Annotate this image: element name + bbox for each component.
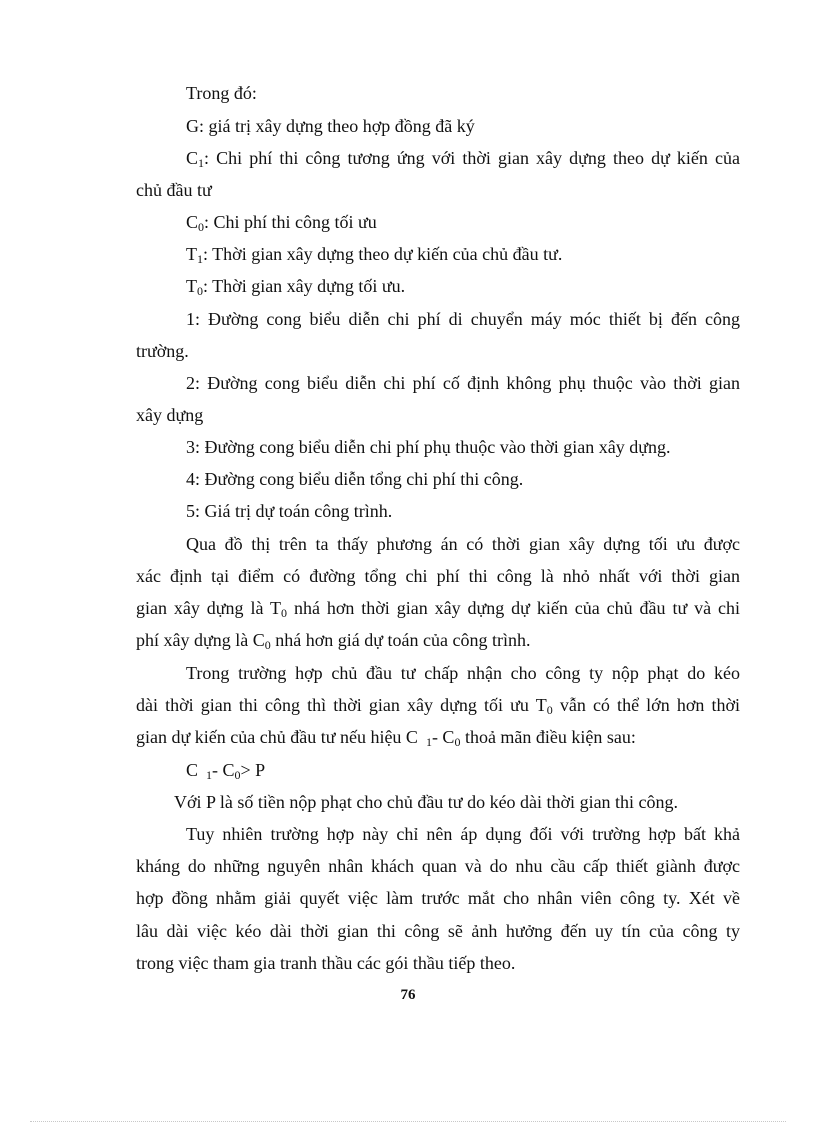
paragraph-3-line-5: trong việc tham gia tranh thầu các gói thầu tiếp theo. <box>136 953 516 973</box>
paragraph-2-line-3: gian dự kiến của chủ đầu tư nếu hiệu C $_1$- $C_0$ thoả mãn điều kiện sau: <box>136 727 636 749</box>
paragraph-1-line-4: phí xây dựng là $C_0$ nhá hơn giá dự toán của công trình. <box>136 630 531 652</box>
curve-1-label-cont: trường. <box>136 341 189 361</box>
definition-c1-cont: chủ đầu tư <box>136 180 212 200</box>
definition-t1: $T_1$: Thời gian xây dựng theo dự kiến của chủ đầu tư. <box>186 244 563 266</box>
paragraph-3-line-1: Tuy nhiên trường hợp này chỉ nên áp dụng đối với trường hợp bất khả <box>186 824 740 844</box>
paragraph-1-line-3: gian xây dựng là $T_0$ nhá hơn thời gian xây dựng dự kiến của chủ đầu tư và chi <box>136 598 740 620</box>
paragraph-1-line-1: Qua đồ thị trên ta thấy phương án có thời gian xây dựng tối ưu được <box>186 534 740 554</box>
page-bottom-divider <box>30 1121 786 1122</box>
definition-g: G: giá trị xây dựng theo hợp đồng đã ký <box>186 116 475 136</box>
paragraph-2-line-2: dài thời gian thi công thì thời gian xây dựng tối ưu $T_0$ vẫn có thể lớn hơn thời <box>136 695 740 717</box>
definition-t0: $T_0$: Thời gian xây dựng tối ưu. <box>186 276 406 298</box>
paragraph-3-line-4: lâu dài việc kéo dài thời gian thi công sẽ ảnh hưởng đến uy tín của công ty <box>136 921 740 941</box>
curve-1-label: 1: Đường cong biểu diễn chi phí di chuyển máy móc thiết bị đến công <box>186 309 740 329</box>
definition-c1: $C_1$: Chi phí thi công tương ứng với thời gian xây dựng theo dự kiến của <box>186 148 740 170</box>
definition-c0: $C_0$: Chi phí thi công tối ưu <box>186 212 377 234</box>
curve-5-label: 5: Giá trị dự toán công trình. <box>186 501 393 521</box>
condition-formula: C $_1$- $C_0> P$ <box>186 760 266 782</box>
paragraph-2-line-1: Trong trường hợp chủ đầu tư chấp nhận cho công ty nộp phạt do kéo <box>186 663 740 683</box>
curve-4-label: 4: Đường cong biểu diễn tổng chi phí thi công. <box>186 469 524 489</box>
curve-3-label: 3: Đường cong biểu diễn chi phí phụ thuộc vào thời gian xây dựng. <box>186 437 671 457</box>
paragraph-3-line-2: kháng do những nguyên nhân khách quan và do nhu cầu cấp thiết giành được <box>136 856 740 876</box>
paragraph-3-line-3: hợp đồng nhằm giải quyết việc làm trước mắt cho nhân viên công ty. Xét về <box>136 888 740 908</box>
intro-text: Trong đó: <box>186 83 257 103</box>
curve-2-label-cont: xây dựng <box>136 405 204 425</box>
paragraph-1-line-2: xác định tại điểm có đường tổng chi phí thi công là nhỏ nhất với thời gian <box>136 566 740 586</box>
curve-2-label: 2: Đường cong biểu diễn chi phí cố định không phụ thuộc vào thời gian <box>186 373 740 393</box>
penalty-note: Với P là số tiền nộp phạt cho chủ đầu tư do kéo dài thời gian thi công. <box>174 792 679 812</box>
page-number: 76 <box>400 987 416 1003</box>
